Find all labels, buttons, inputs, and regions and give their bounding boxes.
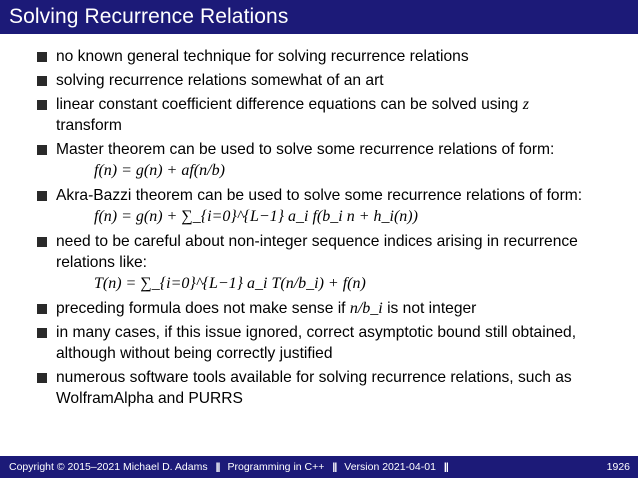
footer-course: Programming in C++ xyxy=(227,461,325,473)
slide-title-bar xyxy=(0,0,638,34)
square-bullet-icon xyxy=(37,304,47,314)
formula-recurrence xyxy=(56,273,620,295)
slide-title: Solving Recurrence Relations xyxy=(9,5,289,28)
bullet-text: numerous software tools available for solving recurrence relations, such as WolframAlpha and PURRS xyxy=(56,369,572,407)
bullet-item xyxy=(0,139,638,182)
bullet-item xyxy=(0,46,638,67)
bullet-item xyxy=(0,70,638,91)
formula-text: f(n) = g(n) + af(n/b) xyxy=(94,162,225,179)
bullet-item xyxy=(0,298,638,319)
bullet-item xyxy=(0,94,638,136)
bullet-text: Akra-Bazzi theorem can be used to solve some recurrence relations of form: xyxy=(56,187,583,204)
bullet-item xyxy=(0,231,638,295)
bullet-item xyxy=(0,322,638,364)
bullet-text: solving recurrence relations somewhat of an art xyxy=(56,72,384,89)
math-z: z xyxy=(522,96,529,113)
bullet-text: linear constant coefficient difference equations can be solved using xyxy=(56,96,523,113)
footer-version: Version 2021-04-01 xyxy=(344,461,436,473)
bullet-text: preceding formula does not make sense if xyxy=(56,300,350,317)
footer-separator: || xyxy=(215,461,220,473)
formula-text: T(n) = ∑_{i=0}^{L−1} a_i T(n/b_i) + f(n) xyxy=(94,275,366,292)
slide-footer xyxy=(0,456,638,478)
page-number: 1926 xyxy=(606,461,630,473)
bullet-text-continued: transform xyxy=(56,117,122,134)
bullet-text: in many cases, if this issue ignored, correct asymptotic bound still obtained, although without being correctly justified xyxy=(56,324,577,362)
square-bullet-icon xyxy=(37,100,47,110)
bullet-item xyxy=(0,185,638,228)
formula-master-theorem xyxy=(56,160,620,182)
square-bullet-icon xyxy=(37,52,47,62)
formula-akra-bazzi xyxy=(56,206,620,228)
math-n-over-b: n/b_i xyxy=(349,300,383,317)
square-bullet-icon xyxy=(37,76,47,86)
square-bullet-icon xyxy=(37,191,47,201)
bullet-text: need to be careful about non-integer sequence indices arising in recurrence relations like: xyxy=(56,233,578,271)
footer-separator: || xyxy=(332,461,337,473)
bullet-item xyxy=(0,367,638,409)
formula-text: f(n) = g(n) + ∑_{i=0}^{L−1} a_i f(b_i n + h_i(n)) xyxy=(94,208,418,225)
square-bullet-icon xyxy=(37,328,47,338)
square-bullet-icon xyxy=(37,373,47,383)
footer-copyright: Copyright © 2015–2021 Michael D. Adams xyxy=(9,461,208,473)
slide-content xyxy=(0,46,638,412)
footer-separator: || xyxy=(443,461,448,473)
square-bullet-icon xyxy=(37,145,47,155)
bullet-text: Master theorem can be used to solve some recurrence relations of form: xyxy=(56,141,555,158)
square-bullet-icon xyxy=(37,237,47,247)
bullet-text-end: is not integer xyxy=(382,300,477,317)
bullet-text: no known general technique for solving recurrence relations xyxy=(56,48,469,65)
